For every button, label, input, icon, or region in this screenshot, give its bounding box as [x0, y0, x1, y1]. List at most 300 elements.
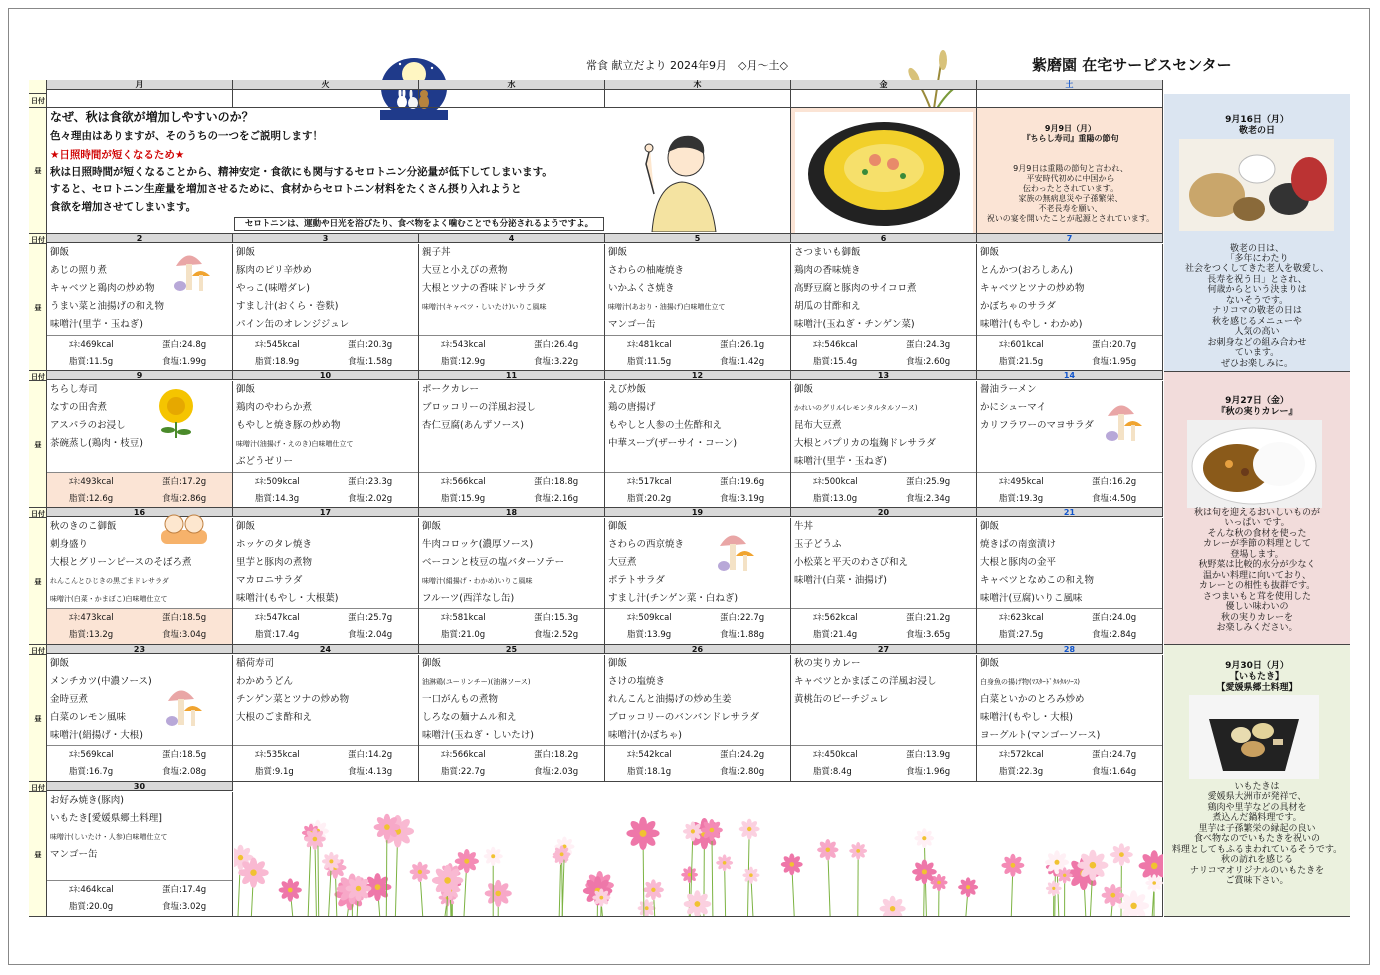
nutrition-pro: 蛋白:23.3g	[348, 477, 393, 487]
date-header: 2	[47, 234, 233, 243]
nutrition-salt: 食塩:2.02g	[348, 494, 393, 504]
nutrition-divider	[47, 472, 232, 473]
nutrition-divider	[233, 745, 418, 746]
nutrition-salt: 食塩:2.52g	[534, 630, 579, 640]
nutrition-box	[977, 745, 1162, 781]
date-header: 17	[233, 508, 419, 517]
nutrition-pro: 蛋白:14.2g	[348, 750, 393, 760]
nutrition-box	[233, 608, 418, 644]
menu-item: もやしと人参の土佐酢和え	[608, 420, 723, 431]
side-title: 敬老の日	[1238, 126, 1275, 136]
menu-item: 大根と豚肉の金平	[980, 557, 1057, 568]
date-cell-empty	[791, 90, 977, 108]
menu-item: 味噌汁(しいたけ・人参)白味噌仕立て	[50, 833, 168, 841]
date-label-text: 日付	[31, 236, 45, 244]
side-title: 【愛媛県郷土料理】	[1216, 683, 1298, 693]
menu-item: 味噌汁(もやし・大根)	[980, 712, 1073, 723]
date-header: 21	[977, 508, 1163, 517]
nutrition-box	[419, 608, 604, 644]
nutrition-fat: 脂質:9.1g	[255, 767, 294, 777]
menu-item: 御飯	[608, 247, 628, 258]
nutrition-box	[233, 745, 418, 781]
mushroom-icon	[716, 526, 756, 576]
nutrition-kcal: ｴﾈ:500kcal	[813, 477, 858, 487]
side-text: 優しい味わいの	[1225, 602, 1289, 612]
nutrition-kcal: ｴﾈ:547kcal	[255, 613, 300, 623]
menu-item: さわらの西京焼き	[608, 539, 685, 550]
lunch-label-text: 昼	[34, 850, 42, 859]
nutrition-pro: 蛋白:24.7g	[1092, 750, 1137, 760]
menu-item: 御飯	[422, 658, 442, 669]
menu-item: 焼きばの南蛮漬け	[980, 539, 1057, 550]
side-title: 9月16日（月）	[1225, 115, 1289, 125]
menu-item: いもたき[愛媛県郷土料理]	[50, 813, 162, 824]
menu-item: 味噌汁(あおり・油揚げ)白味噌仕立て	[608, 303, 726, 311]
menu-item: 黄桃缶のピーチジュレ	[794, 694, 889, 705]
nutrition-box	[47, 745, 232, 781]
nutrition-salt: 食塩:2.60g	[906, 357, 951, 367]
lunch-label	[29, 655, 47, 782]
menu-item: さけの塩焼き	[608, 676, 666, 687]
menu-item: 稲荷寿司	[236, 658, 275, 669]
menu-item: しろなの麺ナムル和え	[422, 712, 517, 723]
menu-item: 味噌汁(玉ねぎ・チンゲン菜)	[794, 319, 915, 330]
menu-item: 茶碗蒸し(鶏肉・枝豆)	[50, 438, 143, 449]
nutrition-pro: 蛋白:18.2g	[534, 750, 579, 760]
cosmos-flower	[592, 889, 610, 917]
menu-item: 胡瓜の甘酢和え	[794, 301, 861, 312]
lunch-label	[29, 518, 47, 645]
menu-item: 味噌汁(里芋・玉ねぎ)	[794, 456, 887, 467]
side-text: ナリコマの敬老の日は	[1212, 306, 1302, 316]
nutrition-box	[47, 472, 232, 507]
menu-item: お好み焼き(豚肉)	[50, 795, 124, 806]
day-menu-cell	[791, 518, 977, 645]
date-cell-empty	[605, 90, 791, 108]
menu-item: やっこ(味噌ダレ)	[236, 283, 310, 294]
nutrition-divider	[419, 745, 604, 746]
nutrition-salt: 食塩:2.03g	[534, 767, 579, 777]
menu-item: 味噌汁(白菜・油揚げ)	[794, 575, 887, 586]
date-label-text: 日付	[31, 97, 45, 105]
nutrition-kcal: ｴﾈ:509kcal	[627, 613, 672, 623]
date-cell-empty	[233, 90, 419, 108]
side-panel-imotaki	[1164, 645, 1350, 917]
nutrition-pro: 蛋白:24.0g	[1092, 613, 1137, 623]
side-text: カレーとの相性も抜群です。	[1198, 581, 1316, 591]
menu-item: さわらの柚庵焼き	[608, 265, 685, 276]
nutrition-salt: 食塩:4.13g	[348, 767, 393, 777]
side-text: いもたきは	[1234, 782, 1280, 792]
date-label	[29, 371, 47, 381]
cosmos-flower	[410, 862, 431, 916]
feature-text: 不老長寿を願い、	[1038, 204, 1103, 213]
menu-item: キャベツとなめこの和え物	[980, 575, 1095, 586]
nutrition-box	[47, 608, 232, 644]
side-text: 煮込んだ鍋料理です。	[1212, 813, 1302, 823]
nutrition-pro: 蛋白:20.7g	[1092, 340, 1137, 350]
day-menu-cell	[605, 518, 791, 645]
cosmos-flower	[279, 878, 302, 916]
nutrition-kcal: ｴﾈ:542kcal	[627, 750, 672, 760]
day-menu-cell	[233, 381, 419, 508]
date-label	[29, 94, 47, 108]
nutrition-fat: 脂質:13.9g	[627, 630, 672, 640]
side-text: 秋の訪れを感じる	[1220, 855, 1293, 865]
nutrition-fat: 脂質:22.3g	[999, 767, 1044, 777]
menu-item: 御飯	[980, 658, 1000, 669]
menu-item: もやしと焼き豚の炒め物	[236, 420, 341, 431]
corner-cell	[29, 80, 47, 94]
menu-item: 大豆と小えびの煮物	[422, 265, 508, 276]
day-menu-cell	[977, 518, 1163, 645]
menu-item: 大豆煮	[608, 557, 637, 568]
lunch-label-text: 昼	[34, 303, 42, 312]
feature-text: 家族の無病息災や子孫繁栄、	[1018, 194, 1123, 203]
nutrition-box	[233, 472, 418, 507]
side-text: 人気の高い	[1234, 327, 1280, 337]
date-label	[29, 645, 47, 655]
nutrition-pro: 蛋白:24.2g	[720, 750, 765, 760]
curry-photo	[1187, 420, 1322, 508]
date-label	[29, 782, 47, 792]
menu-item: 御飯	[794, 384, 814, 395]
nutrition-salt: 食塩:4.50g	[1092, 494, 1137, 504]
date-header: 5	[605, 234, 791, 243]
day-menu-cell	[977, 244, 1163, 371]
side-text: そんな秋の食材を使った	[1207, 529, 1307, 539]
menu-item: 鶏肉のやわらか煮	[236, 402, 313, 413]
facility-name: 紫磨園 在宅サービスセンター	[1032, 56, 1232, 74]
cosmos-flower	[739, 819, 760, 916]
menu-item: 油淋鶏(ユーリンチー)(油淋ソース)	[422, 678, 531, 686]
day-menu-cell	[977, 655, 1163, 782]
side-text: 鶏肉や里芋などの具材を	[1207, 803, 1307, 813]
nutrition-pro: 蛋白:20.3g	[348, 340, 393, 350]
date-header: 27	[791, 645, 977, 654]
menu-item: うまい菜と油揚げの和え物	[50, 301, 165, 312]
side-text: ぜひお楽しみに。	[1220, 359, 1293, 369]
date-header: 25	[419, 645, 605, 654]
cosmos-flower	[553, 845, 571, 916]
day-menu-cell	[47, 381, 233, 508]
intro-question: なぜ、秋は食欲が増加しやすいのか？	[50, 110, 254, 124]
day-menu-cell	[233, 244, 419, 371]
menu-item: 秋のきのこ御飯	[50, 521, 117, 532]
menu-item: フルーツ(西洋なし缶)	[422, 593, 515, 604]
keiro-elderly-icon	[160, 512, 208, 546]
day-menu-cell	[605, 381, 791, 508]
day-menu-cell	[233, 655, 419, 782]
nutrition-salt: 食塩:2.34g	[906, 494, 951, 504]
side-text: 里芋は子孫繁栄の縁起の良い	[1198, 824, 1316, 834]
nutrition-box	[791, 608, 976, 644]
nutrition-pro: 蛋白:22.7g	[720, 613, 765, 623]
side-text: 秋は旬を迎えるおいしいものが	[1193, 508, 1320, 518]
menu-item: 御飯	[608, 521, 628, 532]
menu-item: ヨーグルト(マンゴーソース)	[980, 730, 1101, 741]
side-text: ご賞味下さい。	[1225, 876, 1289, 886]
nutrition-divider	[791, 472, 976, 473]
day-menu-cell	[233, 518, 419, 645]
nutrition-divider	[605, 608, 790, 609]
nutrition-salt: 食塩:3.02g	[162, 902, 207, 912]
cosmos-flower	[626, 817, 659, 916]
nutrition-box	[233, 335, 418, 370]
menu-item: 味噌汁(玉ねぎ・しいたけ)	[422, 730, 534, 741]
cosmos-flower	[879, 896, 905, 916]
date-header: 28	[977, 645, 1163, 654]
menu-item: 鶏の唐揚げ	[608, 402, 656, 413]
menu-item: カリフラワーのマヨサラダ	[980, 420, 1094, 431]
nutrition-kcal: ｴﾈ:566kcal	[441, 477, 486, 487]
nutrition-kcal: ｴﾈ:517kcal	[627, 477, 672, 487]
menu-item: わかめうどん	[236, 676, 294, 687]
menu-item: 里芋と豚肉の煮物	[236, 557, 313, 568]
side-text: 「多年にわたり	[1225, 254, 1289, 264]
nutrition-kcal: ｴﾈ:535kcal	[255, 750, 300, 760]
date-header: 20	[791, 508, 977, 517]
intro-line: 秋は日照時間が短くなることから、精神安定・食欲にも関与するセロトニン分泌量が低下してしまいます。	[50, 166, 553, 178]
menu-item: 白菜といかのとろみ炒め	[980, 694, 1085, 705]
side-text: 秋を感じるメニューや	[1211, 317, 1302, 327]
nutrition-fat: 脂質:21.0g	[441, 630, 486, 640]
nutrition-divider	[977, 335, 1162, 336]
nutrition-divider	[47, 335, 232, 336]
side-text: 何歳からという決まりは	[1207, 285, 1307, 295]
side-text: 食べ物なのでいもたきを祝いの	[1193, 834, 1320, 844]
menu-item: 中華スープ(ザーサイ・コーン)	[608, 438, 738, 449]
menu-item: 白菜のレモン風味	[50, 712, 127, 723]
menu-item: れんこんとひじきの黒ごまドレサラダ	[50, 577, 169, 585]
menu-item: かにシューマイ	[980, 402, 1047, 413]
nutrition-divider	[791, 335, 976, 336]
feature-text: 9月9日は重陽の節句と言われ、	[1013, 164, 1128, 173]
menu-item: 味噌汁(絹揚げ・わかめ)いりこ風味	[422, 577, 533, 585]
menu-item: マンゴー缶	[50, 849, 98, 860]
menu-item: 小松菜と平天のわさび和え	[794, 557, 909, 568]
menu-item: いかふくさ焼き	[608, 283, 675, 294]
menu-item: 豚肉のピリ辛炒め	[236, 265, 313, 276]
day-menu-cell	[791, 381, 977, 508]
side-text: 敬老の日は、	[1229, 244, 1284, 254]
nutrition-kcal: ｴﾈ:543kcal	[441, 340, 486, 350]
side-text: カレーが季節の料理として	[1202, 539, 1311, 549]
date-cell-empty	[419, 90, 605, 108]
nutrition-pro: 蛋白:13.9g	[906, 750, 951, 760]
nutrition-salt: 食塩:2.08g	[162, 767, 207, 777]
menu-item: ベーコンと枝豆の塩バターソテー	[422, 557, 565, 568]
nutrition-divider	[419, 335, 604, 336]
nutrition-box	[419, 745, 604, 781]
cosmos-flower	[322, 852, 341, 916]
intro-line: 食欲を増加させてしまいます。	[50, 201, 197, 213]
menu-item: すまし汁(おくら・巻麩)	[236, 301, 339, 312]
date-label-text: 日付	[31, 510, 45, 518]
nutrition-box	[977, 472, 1162, 507]
menu-item: すまし汁(チンゲン菜・白ねぎ)	[608, 593, 739, 604]
side-panel-keiro	[1164, 94, 1350, 372]
nutrition-kcal: ｴﾈ:509kcal	[255, 477, 300, 487]
nutrition-salt: 食塩:1.96g	[906, 767, 951, 777]
cosmos-flower	[781, 853, 803, 916]
nutrition-box	[791, 472, 976, 507]
date-header: 26	[605, 645, 791, 654]
nutrition-divider	[233, 608, 418, 609]
menu-item: 大根とグリーンピースのそぼろ煮	[50, 557, 192, 568]
menu-item: 御飯	[236, 384, 256, 395]
date-header: 30	[47, 782, 233, 791]
cosmos-flowers-illustration	[234, 797, 1163, 916]
menu-item: とんかつ(おろしあん)	[980, 265, 1073, 276]
menu-item: 玉子どうふ	[794, 539, 842, 550]
menu-item: チンゲン菜とツナの炒め物	[236, 694, 350, 705]
nutrition-fat: 脂質:11.5g	[627, 357, 672, 367]
menu-item: 金時豆煮	[50, 694, 89, 705]
imotaki-photo	[1189, 695, 1319, 779]
menu-item: 味噌汁(かぼちゃ)	[608, 730, 682, 741]
side-text: 料理としてもふるまわれているそうです。	[1171, 845, 1343, 855]
nutrition-divider	[605, 335, 790, 336]
side-text: 秋野菜は比較的水分が少なく	[1198, 560, 1316, 570]
nutrition-pro: 蛋白:21.2g	[906, 613, 951, 623]
menu-item: 味噌汁(もやし・わかめ)	[980, 319, 1083, 330]
chrysanthemum-icon	[152, 386, 202, 438]
nutrition-divider	[977, 745, 1162, 746]
menu-item: 大根とパプリカの塩麹ドレサラダ	[794, 438, 936, 449]
menu-item: 牛肉コロッケ(濃厚ソース)	[422, 539, 534, 550]
date-label-text: 日付	[31, 373, 45, 381]
day-menu-cell	[791, 244, 977, 371]
nutrition-fat: 脂質:12.9g	[441, 357, 486, 367]
newsletter-title: 常食 献立だより 2024年9月 ◇月～土◇	[586, 59, 788, 72]
nutrition-divider	[233, 335, 418, 336]
date-header: 10	[233, 371, 419, 380]
cosmos-flower	[958, 877, 978, 916]
nutrition-fat: 脂質:27.5g	[999, 630, 1044, 640]
side-title: 『秋の実りカレー』	[1216, 407, 1298, 417]
mushroom-icon	[172, 246, 212, 296]
date-cell-empty	[47, 90, 233, 108]
menu-item: アスパラのお浸し	[50, 420, 126, 431]
serotonin-note: セロトニンは、運動や日光を浴びたり、食べ物をよく噛むことでも分泌されるようですよ。	[234, 217, 604, 231]
menu-item: ホッケのタレ焼き	[236, 539, 313, 550]
nutrition-pro: 蛋白:17.2g	[162, 477, 207, 487]
nutrition-salt: 食塩:3.19g	[720, 494, 765, 504]
nutrition-salt: 食塩:1.42g	[720, 357, 765, 367]
date-label-text: 日付	[31, 784, 45, 792]
nutrition-pro: 蛋白:24.3g	[906, 340, 951, 350]
nutrition-box	[791, 745, 976, 781]
nutrition-pro: 蛋白:25.7g	[348, 613, 393, 623]
nutrition-salt: 食塩:2.84g	[1092, 630, 1137, 640]
nutrition-kcal: ｴﾈ:450kcal	[813, 750, 858, 760]
intro-line: 色々理由はありますが、そのうちの一つをご説明します！	[50, 130, 323, 142]
side-text: 社会をつくしてきた老人を敬愛し、	[1184, 264, 1329, 274]
nutrition-pro: 蛋白:18.8g	[534, 477, 579, 487]
weekday-header: 水	[419, 80, 605, 90]
nutrition-salt: 食塩:2.80g	[720, 767, 765, 777]
nutrition-fat: 脂質:15.9g	[441, 494, 486, 504]
menu-item: 味噌汁(豆腐)いりこ風味	[980, 593, 1083, 604]
menu-item: 御飯	[422, 521, 442, 532]
nutrition-divider	[47, 745, 232, 746]
nutrition-box	[605, 608, 790, 644]
feature-text: 平安時代初めに中国から	[1026, 174, 1115, 183]
nutrition-divider	[791, 745, 976, 746]
menu-item: れんこんと油揚げの炒め生姜	[608, 694, 732, 705]
nutrition-salt: 食塩:1.88g	[720, 630, 765, 640]
cosmos-flower	[432, 865, 463, 916]
lunch-label	[29, 244, 47, 371]
menu-item: 味噌汁(油揚げ・えのき)白味噌仕立て	[236, 440, 354, 448]
nutrition-divider	[47, 880, 232, 881]
day-menu-cell	[419, 244, 605, 371]
menu-item: 親子丼	[422, 247, 451, 258]
weekday-header: 火	[233, 80, 419, 90]
nutrition-kcal: ｴﾈ:546kcal	[813, 340, 858, 350]
nutrition-box	[605, 745, 790, 781]
side-text: お楽しみください。	[1216, 623, 1298, 633]
nutrition-box	[47, 335, 232, 370]
side-text: 温かい料理に向いており、	[1202, 571, 1311, 581]
menu-item: 刺身盛り	[50, 539, 89, 550]
menu-item: ちらし寿司	[50, 384, 98, 395]
nutrition-salt: 食塩:1.95g	[1092, 357, 1137, 367]
side-title: 9月27日（金）	[1225, 396, 1289, 406]
day-menu-cell	[47, 792, 233, 917]
cosmos-flower	[849, 842, 867, 916]
menu-item: 御飯	[50, 658, 70, 669]
date-label	[29, 234, 47, 244]
lunch-label-text: 昼	[34, 167, 42, 175]
nutrition-salt: 食塩:2.86g	[162, 494, 207, 504]
cosmos-flower	[716, 854, 733, 916]
nutrition-fat: 脂質:11.5g	[69, 357, 114, 367]
feature-title: 『ちらし寿司』重陽の節句	[1022, 134, 1119, 143]
side-text: 登場します。	[1230, 550, 1284, 560]
menu-item: 大根のごま酢和え	[236, 712, 313, 723]
nutrition-divider	[977, 472, 1162, 473]
nutrition-fat: 脂質:21.5g	[999, 357, 1044, 367]
weekday-header: 土	[977, 80, 1163, 90]
nutrition-kcal: ｴﾈ:572kcal	[999, 750, 1044, 760]
menu-item: さつまいも御飯	[794, 247, 861, 258]
nutrition-kcal: ｴﾈ:545kcal	[255, 340, 300, 350]
nutrition-fat: 脂質:17.4g	[255, 630, 300, 640]
nutrition-kcal: ｴﾈ:569kcal	[69, 750, 114, 760]
nutrition-pro: 蛋白:26.4g	[534, 340, 579, 350]
side-text: 愛媛県大洲市が発祥で、	[1207, 792, 1307, 802]
nutrition-box	[47, 880, 232, 916]
menu-item: 杏仁豆腐(あんずソース)	[422, 420, 524, 431]
side-title: 9月30日（月）	[1225, 661, 1289, 671]
day-menu-cell	[605, 655, 791, 782]
menu-item: メンチカツ(中濃ソース)	[50, 676, 152, 687]
side-title: 【いもたき】	[1229, 672, 1284, 682]
side-text: ています。	[1234, 348, 1280, 358]
nutrition-salt: 食塩:1.99g	[162, 357, 207, 367]
date-label-text: 日付	[31, 647, 45, 655]
nutrition-salt: 食塩:3.22g	[534, 357, 579, 367]
menu-item: 秋の実りカレー	[794, 658, 861, 669]
menu-item: 味噌汁(白菜・かまぼこ)白味噌仕立て	[50, 595, 168, 603]
menu-item: 御飯	[50, 247, 70, 258]
date-header: 23	[47, 645, 233, 654]
feature-text: 伝わったとされています。	[1022, 184, 1119, 193]
menu-item: かぼちゃのサラダ	[980, 301, 1056, 312]
menu-item: 高野豆腐と豚肉のサイコロ煮	[794, 283, 917, 294]
